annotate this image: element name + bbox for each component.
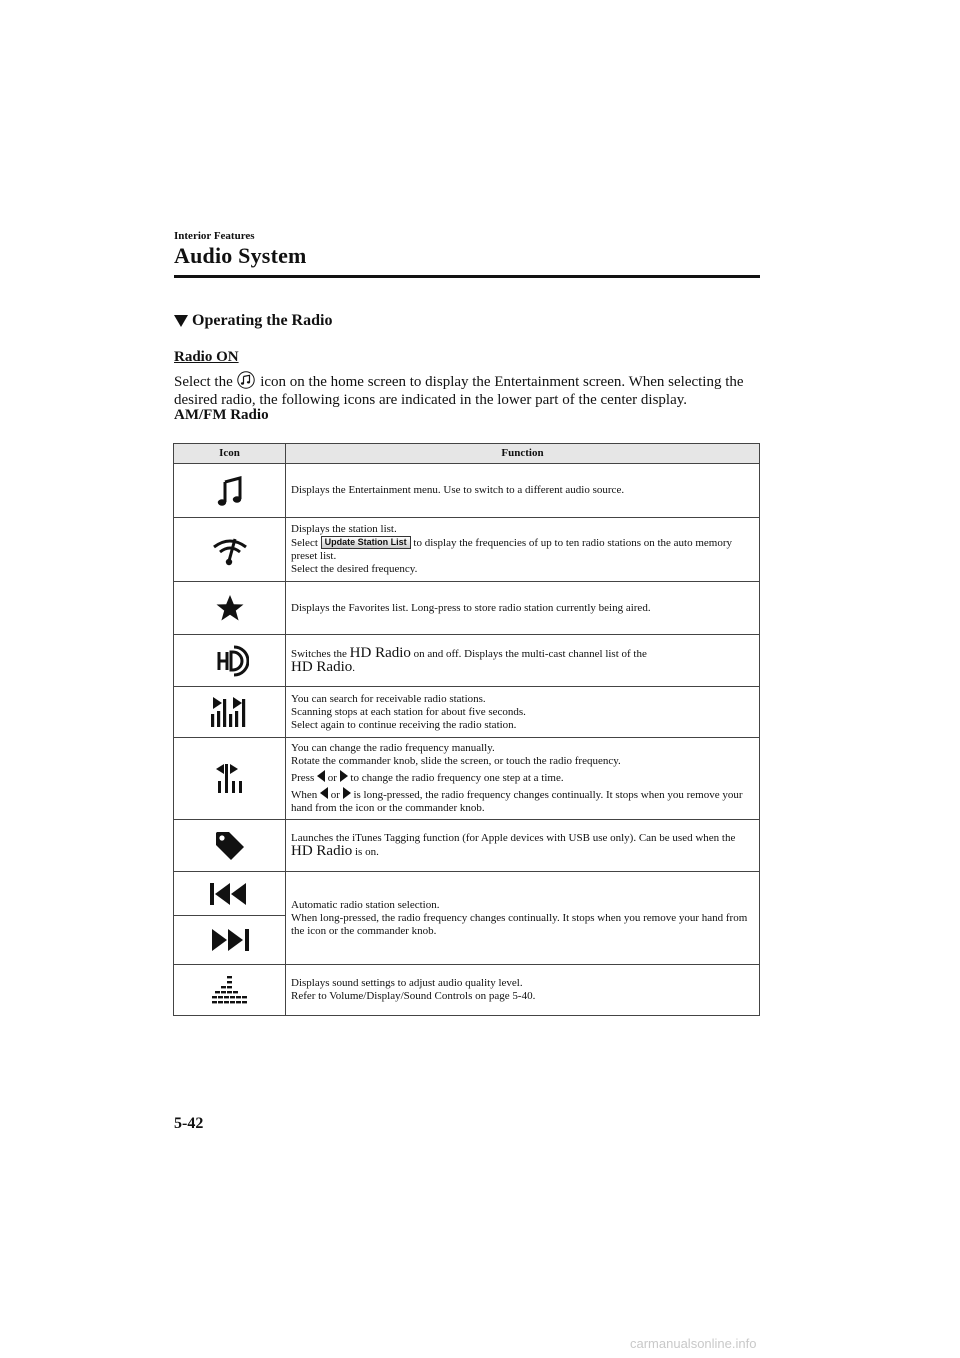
tune-line3	[291, 770, 754, 785]
subheading-text: Operating the Radio	[192, 312, 333, 329]
station-list-icon	[210, 533, 250, 567]
title-rule	[174, 275, 760, 278]
table-row	[174, 872, 760, 916]
hd-radio-logo: HD Radio	[291, 843, 353, 859]
tune-icon	[213, 761, 247, 797]
arrow-left-icon	[320, 787, 328, 799]
music-note-icon	[217, 475, 243, 507]
tagging-text-b: is on.	[355, 846, 379, 858]
tune-line3-rest: to change the radio frequency one step at a time.	[350, 772, 564, 784]
col-icon-header: Icon	[174, 444, 286, 464]
table-row	[174, 464, 760, 518]
press-word: Press	[291, 772, 315, 784]
subheading	[174, 312, 332, 330]
hd-text-b: on and off. Displays the multi-cast channel list of the	[413, 647, 647, 660]
desc-tune	[286, 738, 760, 820]
tune-line1: You can change the radio frequency manually.	[291, 742, 495, 754]
desc-seek	[286, 872, 760, 965]
tune-line4	[291, 787, 754, 815]
am-fm-label: AM/FM Radio	[174, 407, 269, 423]
sound-line1: Displays sound settings to adjust audio quality level.	[291, 977, 523, 989]
tune-line2: Rotate the commander knob, slide the screen, or touch the radio frequency.	[291, 755, 621, 767]
desc-sound	[286, 965, 760, 1016]
icon-cell	[174, 464, 286, 518]
intro-after: icon on the home screen to display the Entertainment screen. When selecting the desired radio, the following icons are indicated in the lower part of the center display.	[174, 374, 744, 408]
icon-cell	[174, 635, 286, 687]
table-row	[174, 582, 760, 635]
icon-cell	[174, 820, 286, 872]
station-list-line3: Select the desired frequency.	[291, 563, 418, 575]
tag-icon	[213, 829, 247, 863]
icon-cell	[174, 687, 286, 738]
station-list-line2	[291, 536, 754, 563]
arrow-left-icon	[317, 770, 325, 782]
desc-hd-radio	[286, 635, 760, 687]
chapter-label: Interior Features	[174, 230, 255, 242]
desc-favorites: Displays the Favorites list. Long-press to store radio station currently being aired.	[286, 582, 760, 635]
scan-icon	[208, 695, 252, 729]
desc-entertainment: Displays the Entertainment menu. Use to switch to a different audio source.	[286, 464, 760, 518]
hd-radio-logo: HD Radio	[291, 658, 353, 675]
table-header-row	[174, 444, 760, 464]
star-icon	[215, 593, 245, 623]
icon-cell	[174, 916, 286, 965]
update-station-list-button: Update Station List	[321, 536, 411, 549]
station-list-line1: Displays the station list.	[291, 523, 397, 535]
tune-line4-rest: is long-pressed, the radio frequency changes continually. It stops when you remove your hand from the icon or the commander knob.	[291, 789, 743, 814]
seek-line1: Automatic radio station selection.	[291, 898, 440, 911]
icon-cell	[174, 738, 286, 820]
table-row	[174, 965, 760, 1016]
intro-paragraph	[174, 371, 760, 409]
seek-next-icon	[208, 926, 252, 954]
icon-cell	[174, 965, 286, 1016]
when-word: When	[291, 789, 318, 801]
arrow-right-icon	[340, 770, 348, 782]
table-row	[174, 518, 760, 582]
tagging-text-a: Launches the iTunes Tagging function (for Apple devices with USB use only). Can be used when the	[291, 832, 736, 844]
arrow-right-icon	[343, 787, 351, 799]
or-word: or	[327, 772, 337, 784]
scan-line3: Select again to continue receiving the radio station.	[291, 718, 517, 731]
hd-text-a: Switches the	[291, 647, 347, 660]
table-row	[174, 820, 760, 872]
desc-scan	[286, 687, 760, 738]
seek-line2: When long-pressed, the radio frequency changes continually. It stops when you remove your hand from the icon or the commander knob.	[291, 911, 748, 937]
watermark: carmanualsonline.info	[630, 1336, 757, 1351]
radio-on-heading: Radio ON	[174, 349, 239, 365]
intro-before: Select the	[174, 374, 233, 390]
icon-cell	[174, 872, 286, 916]
hd-radio-icon	[211, 644, 249, 678]
triangle-down-icon	[174, 315, 188, 327]
hd-radio-logo: HD Radio	[349, 644, 411, 661]
select-word: Select	[291, 537, 318, 549]
music-note-icon	[236, 371, 256, 389]
scan-line2: Scanning stops at each station for about five seconds.	[291, 705, 526, 718]
equalizer-icon	[210, 974, 250, 1006]
table-row	[174, 635, 760, 687]
sound-line2: Refer to Volume/Display/Sound Controls on page 5-40.	[291, 990, 536, 1002]
icon-cell	[174, 582, 286, 635]
table-row	[174, 687, 760, 738]
desc-station-list	[286, 518, 760, 582]
page-number: 5-42	[174, 1115, 204, 1132]
function-table	[173, 443, 760, 1016]
scan-line1: You can search for receivable radio stations.	[291, 692, 486, 705]
station-list-line2-rest: to display the frequencies of up to ten radio stations on the auto memory preset list.	[291, 537, 733, 562]
icon-cell	[174, 518, 286, 582]
hd-text-c: .	[352, 661, 355, 674]
seek-previous-icon	[208, 880, 252, 908]
or-word: or	[330, 789, 340, 801]
col-function-header: Function	[286, 444, 760, 464]
desc-tagging	[286, 820, 760, 872]
section-title: Audio System	[174, 243, 307, 268]
table-row	[174, 738, 760, 820]
